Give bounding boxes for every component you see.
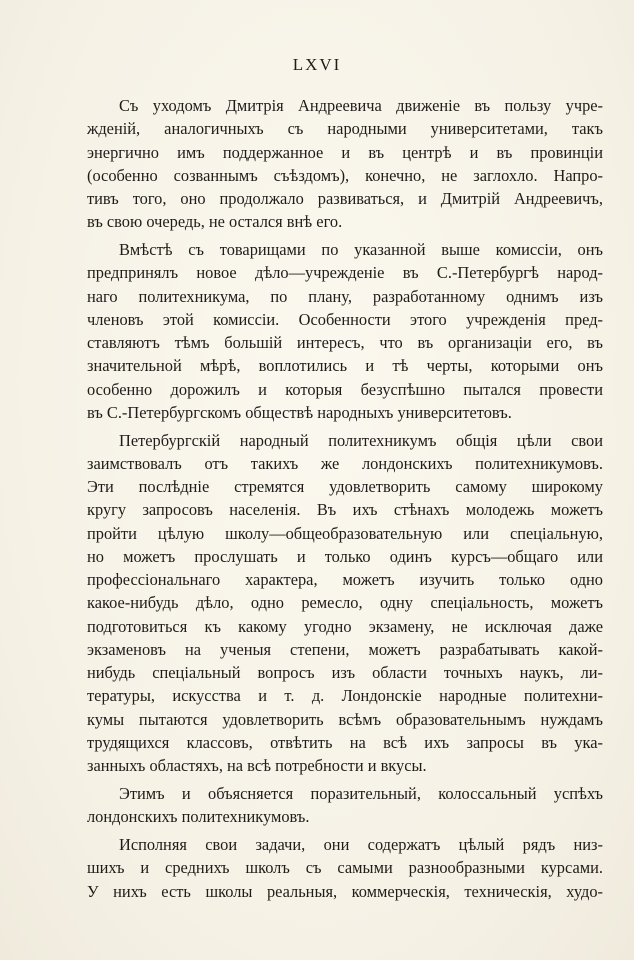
text-line: въ С.-Петербургскомъ обществѣ народныхъ университетовъ. <box>87 402 512 422</box>
text-line: Исполняя свои задачи, они содержатъ цѣлый рядъ низ- <box>119 835 603 855</box>
text-line: (особенно созваннымъ съѣздомъ), конечно, не заглохло. Напро- <box>87 165 603 185</box>
text-line: жденій, аналогичныхъ съ народными университетами, такъ <box>87 119 603 139</box>
text-line: значительной мѣрѣ, воплотились и тѣ черты, которыми онъ <box>87 356 603 376</box>
text-line: пройти цѣлую школу—общеобразовательную или спеціальную, <box>87 523 603 543</box>
paragraph <box>87 833 603 903</box>
text-line: нибудь спеціальный вопросъ изъ области точныхъ наукъ, ли- <box>87 663 603 683</box>
text-body <box>87 94 603 907</box>
text-line: Петербургскій народный политехникумъ общія цѣли свои <box>119 430 603 450</box>
text-line: Этимъ и объясняется поразительный, колоссальный успѣхъ <box>119 784 603 804</box>
text-line: заимствовалъ отъ такихъ же лондонскихъ политехникумовъ. <box>87 453 603 473</box>
paragraph <box>87 94 603 234</box>
text-line: занныхъ областяхъ, на всѣ потребности и вкусы. <box>87 756 427 776</box>
text-line: кумы пытаются удовлетворить всѣмъ образовательнымъ нуждамъ <box>87 709 603 729</box>
text-line: кругу запросовъ населенія. Въ ихъ стѣнахъ молодежь можетъ <box>87 500 603 520</box>
page-number: LXVI <box>292 55 342 74</box>
paragraph <box>87 238 603 424</box>
text-line: тивъ того, оно продолжало развиваться, и Дмитрій Андреевичъ, <box>87 189 603 208</box>
text-line: подготовиться къ какому угодно экзамену, не исключая даже <box>87 616 603 636</box>
paragraph <box>87 782 603 829</box>
text-line: энергично имъ поддержанное и въ центрѣ и въ провинціи <box>87 142 603 162</box>
text-line: профессіональнаго характера, можетъ изучить только одно <box>87 570 603 590</box>
text-line: но можетъ прослушать и только одинъ курсъ—общаго или <box>87 546 603 566</box>
text-line: экзаменовъ на ученыя степени, можетъ разрабатывать какой- <box>87 639 603 659</box>
text-line: Вмѣстѣ съ товарищами по указанной выше комиссіи, онъ <box>119 240 603 260</box>
text-line: трудящихся классовъ, отвѣтить на всѣ ихъ запросы въ ука- <box>87 732 603 752</box>
text-line: въ свою очередь, не остался внѣ его. <box>87 212 343 232</box>
text-line: Съ уходомъ Дмитрія Андреевича движеніе въ пользу учре- <box>119 96 603 115</box>
text-line: особенно дорожилъ и которыя безуспѣшно пытался провести <box>87 379 603 399</box>
text-line: предпринялъ новое дѣло—учрежденіе въ С.-Петербургѣ народ- <box>87 263 603 283</box>
text-line: наго политехникума, по плану, разработанному однимъ изъ <box>87 286 603 306</box>
text-line: лондонскихъ политехникумовъ. <box>87 807 310 827</box>
text-line: ставляютъ тѣмъ большій интересъ, что въ организаціи его, въ <box>87 333 603 353</box>
text-line: какое-нибудь дѣло, одно ремесло, одну спеціальность, можетъ <box>87 593 603 613</box>
text-line: шихъ и среднихъ школъ съ самыми разнообразными курсами. <box>87 858 603 878</box>
text-line: У нихъ есть школы реальныя, коммерческія, техническія, худо- <box>87 881 603 901</box>
paragraph <box>87 429 603 778</box>
text-line: членовъ этой комиссіи. Особенности этого учрежденія пред- <box>87 309 603 329</box>
text-line: тературы, искусства и т. д. Лондонскіе народные политехни- <box>87 686 603 706</box>
text-line: Эти послѣдніе стремятся удовлетворить самому широкому <box>87 477 603 497</box>
